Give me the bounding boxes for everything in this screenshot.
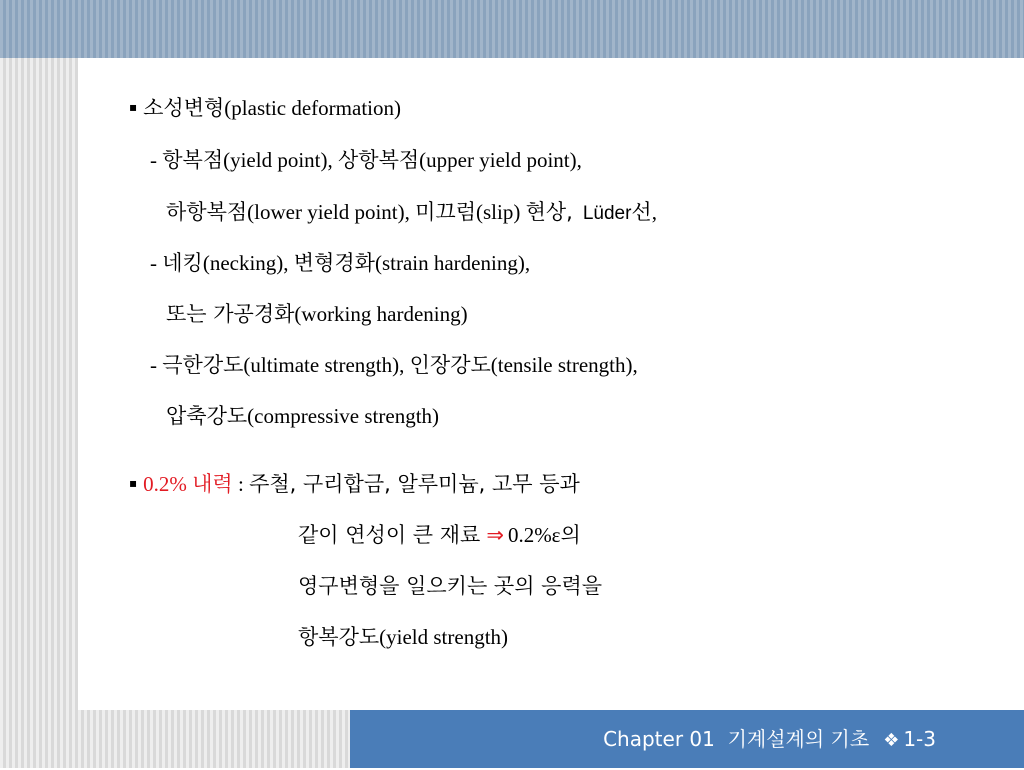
term-ko: 하항복점 <box>166 200 248 224</box>
proof-stress-label: 내력 <box>192 472 233 496</box>
implies-arrow-icon: ⇒ <box>486 523 504 547</box>
term-ko: 선 <box>631 200 652 224</box>
term-en: (necking), <box>202 251 294 275</box>
heading-ko: 소성변형 <box>143 96 225 120</box>
section1-heading <box>129 95 401 123</box>
term-ko: 미끄럼 <box>415 200 476 224</box>
yield-strength-en: (yield strength) <box>379 625 509 649</box>
diamond-icon: ❖ <box>883 730 900 751</box>
ductile-material-line <box>298 522 581 548</box>
term-en: (slip) <box>475 200 526 224</box>
term-en: (tensile strength), <box>490 353 638 377</box>
yield-strength-ko: 항복강도 <box>298 625 380 649</box>
heading-en: (plastic deformation) <box>224 96 401 120</box>
term-ko: 또는 가공경화 <box>166 302 295 326</box>
necking-line <box>150 250 530 276</box>
permanent-deformation-text: 영구변형을 일으키는 곳의 응력을 <box>298 574 603 598</box>
term-en: (lower yield point), <box>247 200 416 224</box>
bullet-icon: ▪ <box>129 476 138 491</box>
footer-bar <box>350 710 1024 768</box>
ductile-text: 같이 연성이 큰 재료 <box>298 523 481 547</box>
chapter-label: Chapter 01 <box>603 727 715 751</box>
term-ko: 항복점 <box>162 148 224 172</box>
dash: - <box>150 251 163 275</box>
term-en: (yield point), <box>223 148 339 172</box>
section2-heading <box>129 471 580 499</box>
lower-yield-line <box>166 199 657 227</box>
term-en: (ultimate strength), <box>243 353 410 377</box>
yield-strength-line <box>298 624 508 650</box>
colon: : <box>232 472 250 496</box>
term-ko: 인장강도 <box>409 353 491 377</box>
permanent-deformation-line <box>298 573 602 599</box>
ultimate-strength-line <box>150 352 638 378</box>
proof-stress-number: 0.2% <box>143 472 193 496</box>
term-ko: 상항복점 <box>338 148 420 172</box>
term-en: (compressive strength) <box>247 404 440 428</box>
possessive-ko: 의 <box>560 523 581 547</box>
yield-point-line <box>150 147 582 173</box>
term-en: (strain hardening), <box>374 251 531 275</box>
working-hardening-line <box>166 301 468 327</box>
term-en: (working hardening) <box>294 302 468 326</box>
term-ko: 현상, <box>525 200 573 224</box>
term-en: (upper yield point), <box>419 148 582 172</box>
luder-label: Lüder <box>582 203 632 224</box>
chapter-title: 기계설계의 기초 <box>727 727 870 751</box>
term-ko: 변형경화 <box>293 251 375 275</box>
page-number: 1-3 <box>903 727 936 751</box>
materials-text: 주철, 구리합금, 알루미늄, 고무 등과 <box>249 472 580 496</box>
term-ko: 네킹 <box>162 251 203 275</box>
footer-label <box>603 710 936 770</box>
term-ko: 극한강도 <box>162 353 244 377</box>
offset-strain: 0.2%ε <box>507 523 561 547</box>
term-en: , <box>651 200 657 224</box>
compressive-strength-line <box>166 403 439 429</box>
dash: - <box>150 353 163 377</box>
term-ko: 압축강도 <box>166 404 248 428</box>
bottom-left-decor-band <box>0 710 350 768</box>
dash: - <box>150 148 163 172</box>
bullet-icon: ▪ <box>129 100 138 115</box>
